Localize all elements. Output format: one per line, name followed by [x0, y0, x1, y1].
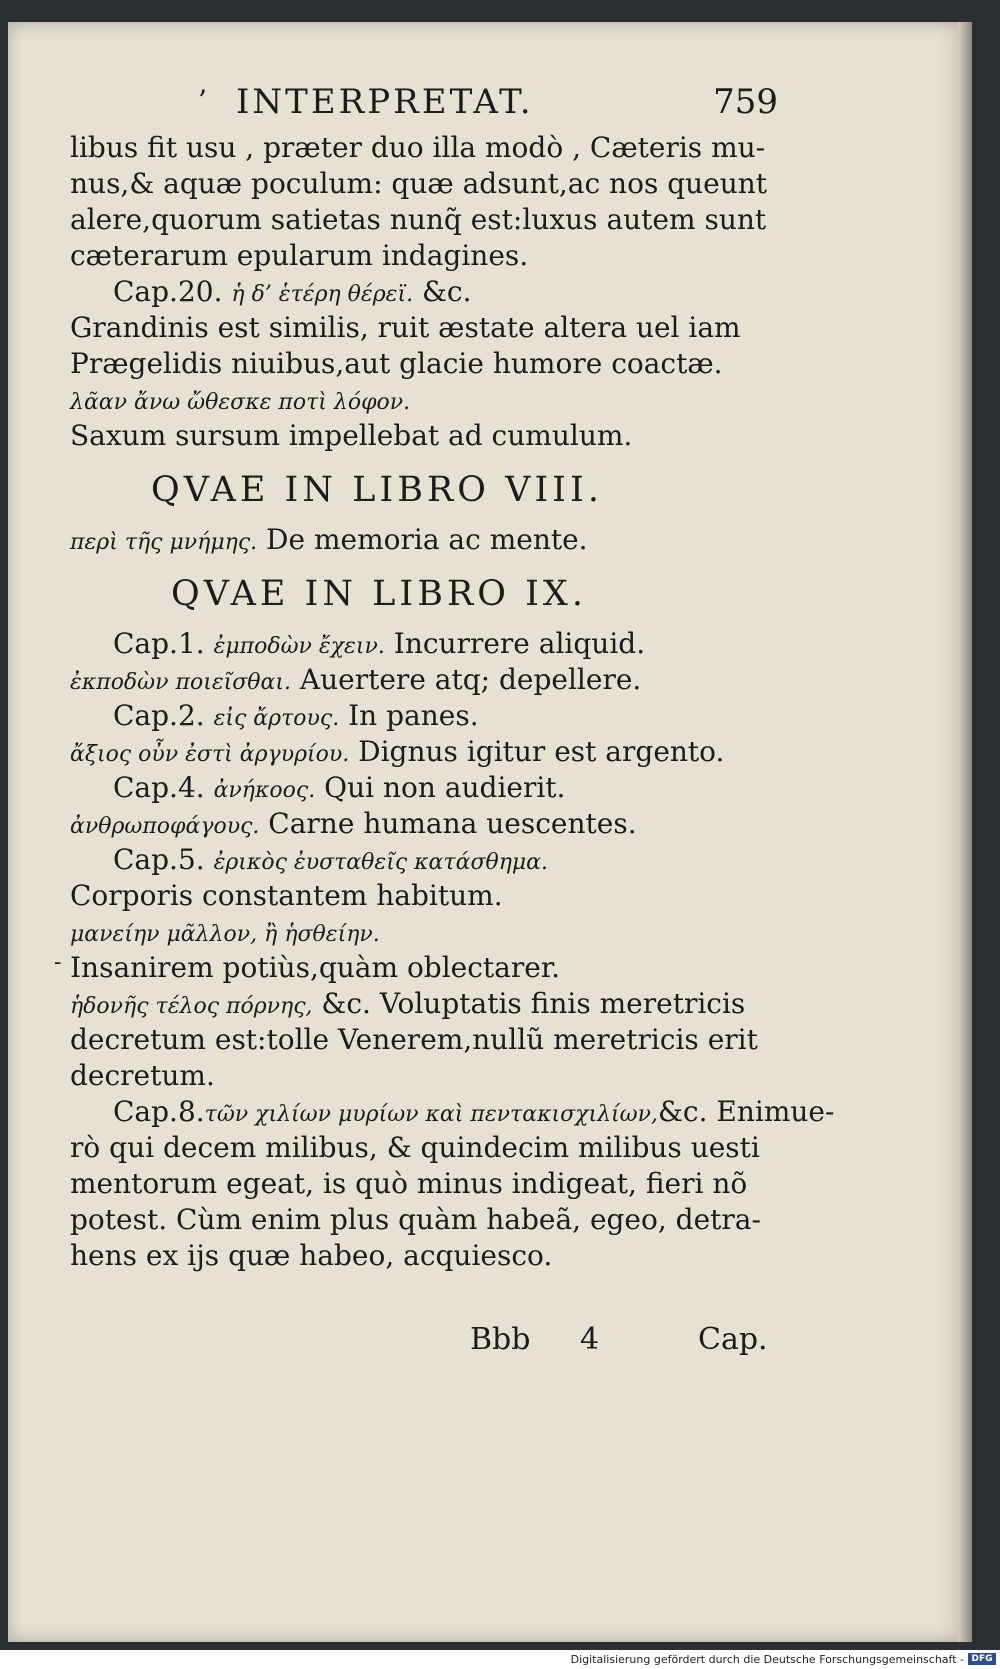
text-line: Cap.5. ἐρικὸς ἐυσταθεῖς κατάσθημα.: [113, 843, 549, 876]
text-line: Cap.4. ἀνήκοος. Qui non audierit.: [113, 771, 566, 804]
text-line: potest. Cùm enim plus quàm habeã, egeo, detra-: [70, 1203, 761, 1236]
text-line: ἡδονῆς τέλος πόρνης, &c. Voluptatis finis meretricis: [70, 987, 746, 1020]
text-line: decretum est:tolle Venerem,nullũ meretricis erit: [70, 1023, 758, 1056]
text-line: Saxum sursum impellebat ad cumulum.: [70, 419, 633, 452]
text-line: Cap.2. εἰς ἄρτους. In panes.: [113, 699, 479, 732]
credit-text: Digitalisierung gefördert durch die Deutsche Forschungsgemeinschaft -: [570, 1653, 964, 1666]
text-line: alere,quorum satietas nunq̃ est:luxus autem sunt: [70, 203, 767, 236]
credit-bar: [0, 1650, 1000, 1669]
text-line: Prægelidis niuibus,aut glacie humore coactæ.: [70, 347, 723, 380]
page-number: 759: [713, 82, 778, 122]
text-line: cæterarum epularum indagines.: [70, 239, 529, 272]
catchword: Cap.: [698, 1322, 768, 1357]
text-line: ἀνθρωποφάγους. Carne humana uescentes.: [70, 807, 637, 840]
text-line: Grandinis est similis, ruit æstate altera uel iam: [70, 311, 741, 344]
text-line: μανείην μᾶλλον, ἢ ἡσθείην.: [70, 922, 380, 947]
section-heading-book-9: QVAE IN LIBRO IX.: [171, 574, 587, 614]
header-mark: ’: [198, 84, 207, 117]
text-line: rò qui decem milibus, & quindecim milibus uesti: [70, 1131, 760, 1164]
margin-mark: -: [54, 950, 62, 975]
page-header: [198, 82, 778, 126]
text-line: περὶ τῆς μνήμης. De memoria ac mente.: [70, 523, 588, 556]
section-heading-book-8: QVAE IN LIBRO VIII.: [151, 470, 603, 510]
text-line: Cap.20. ἡ δ’ ἑτέρη θέρεϊ. &c.: [113, 275, 472, 308]
text-line: decretum.: [70, 1059, 215, 1092]
text-line: nus,& aquæ poculum: quæ adsunt,ac nos queunt: [70, 167, 768, 200]
dfg-logo[interactable]: DFG: [968, 1653, 996, 1665]
text-line: λᾶαν ἄνω ὤθεσκε ποτὶ λόφον.: [70, 390, 411, 415]
text-line: Insanirem potiùs,quàm oblectarer.: [70, 951, 561, 984]
text-line: ἐκποδὼν ποιεῖσθαι. Auertere atq; depellere.: [70, 663, 642, 696]
text-line: ἄξιος οὖν ἐστὶ ἀργυρίου. Dignus igitur est argento.: [70, 735, 725, 768]
running-head: INTERPRETAT.: [236, 82, 534, 122]
book-page: [8, 22, 972, 1642]
text-line: Cap.8.τῶν χιλίων μυρίων καὶ πεντακισχιλίων,&c. Enimue-: [113, 1095, 835, 1128]
text-line: mentorum egeat, is quò minus indigeat, fieri nõ: [70, 1167, 748, 1200]
text-line: Cap.1. ἐμποδὼν ἔχειν. Incurrere aliquid.: [113, 627, 646, 660]
signature-number: 4: [580, 1322, 600, 1357]
text-line: libus fit usu , præter duo illa modò , Cæteris mu-: [70, 131, 766, 164]
signature-mark: Bbb: [470, 1322, 531, 1357]
page-footer: [8, 1322, 972, 1362]
text-line: Corporis constantem habitum.: [70, 879, 503, 912]
text-line: hens ex ijs quæ habeo, acquiesco.: [70, 1239, 553, 1272]
